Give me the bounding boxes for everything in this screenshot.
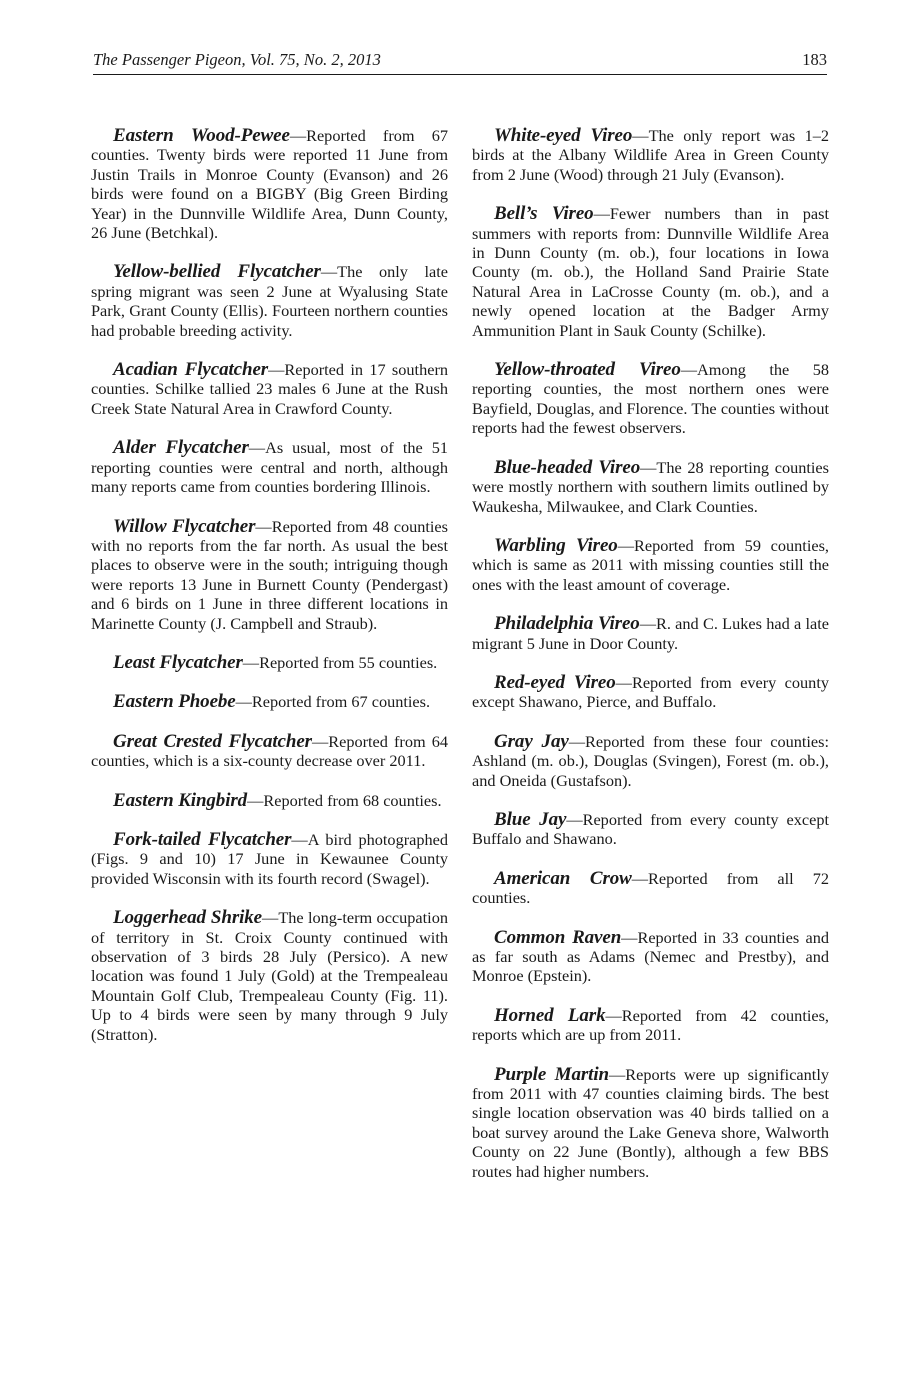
species-account: —Reported from all 72 counties.: [472, 868, 829, 908]
journal-citation: The Passenger Pigeon, Vol. 75, No. 2, 2013: [93, 50, 381, 69]
left-column: [91, 126, 448, 1064]
species-account: —Reports were up significantly from 2011 with 47 counties claiming birds. The best single location observation was 40 birds tallied on a boat survey around the Lake Geneva shore, Walworth County on 22 June (Bontly), although a few BBS routes had higher numbers.: [472, 1064, 829, 1181]
species-name: Eastern Kingbird: [113, 789, 248, 811]
species-account: —Reported from 67 counties. Twenty birds were reported 11 June from Justin Trails in Monroe County (Evanson) and 26 birds were found on a BIGBY (Big Green Birding Year) in the Dunnville Wildlife Area, Dunn County, 26 June (Betchkal).: [91, 126, 448, 243]
species-name: Least Flycatcher: [113, 651, 243, 673]
species-name: Gray Jay: [494, 730, 569, 752]
species-entry: [91, 262, 448, 340]
species-account: —Among the 58 reporting counties, the most northern ones were Bayfield, Douglas, and Florence. The counties without reports had the fewest observers.: [472, 360, 830, 438]
species-name: Acadian Flycatcher: [113, 359, 269, 381]
species-entry: [91, 791, 448, 810]
species-name: Purple Martin: [494, 1063, 609, 1085]
species-account: —Reported from 42 counties, reports which are up from 2011.: [472, 1005, 829, 1045]
species-entry: [472, 126, 829, 184]
species-account: —Reported from 64 counties, which is a six-county decrease over 2011.: [91, 731, 448, 771]
species-name: Great Crested Flycatcher: [113, 730, 312, 752]
species-account: —As usual, most of the 51 reporting counties were central and north, although many reports came from counties bordering Illinois.: [91, 438, 449, 497]
right-column: [472, 126, 829, 1201]
species-entry: [472, 458, 829, 516]
species-name: Loggerhead Shrike: [113, 907, 263, 929]
species-name: Horned Lark: [494, 1004, 606, 1026]
species-entry: [91, 438, 448, 496]
species-entry: [472, 673, 829, 712]
species-entry: [472, 536, 829, 594]
species-name: Blue Jay: [494, 808, 567, 830]
species-name: Alder Flycatcher: [113, 437, 249, 459]
species-entry: [91, 692, 448, 711]
species-account: —Reported from 67 counties.: [235, 692, 431, 712]
species-entry: [91, 732, 448, 771]
species-account: —Reported from every county except Shawano, Pierce, and Buffalo.: [472, 672, 829, 712]
species-name: Yellow-bellied Flycatcher: [113, 261, 321, 283]
species-name: Blue-headed Vireo: [494, 456, 641, 478]
species-entry: [472, 360, 829, 438]
species-account: —Fewer numbers than in past summers with reports from: Dunnville Wildlife Area in Dunn County (m. ob.), four locations in Iowa County (m. ob.), the Holland Sand Prairie State Natural Area in LaCrosse County (m. ob.), and a newly opened location at the Badger Army Ammunition Plant in Sauk County (Schilke).: [472, 204, 829, 340]
species-account: —Reported from 59 counties, which is same as 2011 with missing counties still the ones with the least amount of coverage.: [472, 535, 829, 594]
species-account: —A bird photographed (Figs. 9 and 10) 17 June in Kewaunee County provided Wisconsin with its fourth record (Swagel).: [91, 829, 449, 888]
species-name: Eastern Wood-Pewee: [113, 125, 290, 146]
species-account: —The only late spring migrant was seen 2 June at Wyalusing State Park, Grant County (Ellis). Fourteen northern counties had probable breeding activity.: [91, 262, 448, 340]
species-account: —Reported in 33 counties and as far south as Adams (Nemec and Prestby), and Monroe (Epstein).: [472, 927, 829, 986]
species-entry: [91, 830, 448, 888]
species-entry: [472, 614, 829, 653]
species-entry: [472, 1006, 829, 1045]
species-account: —Reported from 68 counties.: [247, 790, 442, 810]
species-account: —The 28 reporting counties were mostly northern with southern limits outlined by Waukesha, Milwaukee, and Clark Counties.: [472, 457, 829, 516]
species-account: —Reported in 17 southern counties. Schilke tallied 23 males 6 June at the Rush Creek State Natural Area in Crawford County.: [91, 360, 449, 418]
species-name: Philadelphia Vireo: [494, 613, 640, 635]
species-account: —The long-term occupation of territory in St. Croix County continued with observation of 3 birds 28 July (Persico). A new location was found 1 July (Gold) at the Trempealeau Mountain Golf Club, Trempealeau County (Fig. 11). Up to 4 birds were seen by many through 9 July (Stratton).: [91, 908, 448, 1044]
species-name: Fork-tailed Flycatcher: [113, 828, 292, 850]
species-name: Bell’s Vireo: [494, 203, 594, 225]
species-entry: [472, 810, 829, 849]
species-account: —Reported from 55 counties.: [242, 652, 438, 672]
species-account: —Reported from 48 counties with no reports from the far north. As usual the best places to observe were in the south; intriguing though were reports 13 June in Burnett County (Pendergast) and 6 birds on 1 June in three different locations in Marinette County (J. Campbell and Straub).: [91, 516, 448, 633]
species-account: —Reported from every county except Buffalo and Shawano.: [472, 809, 830, 849]
species-account: —R. and C. Lukes had a late migrant 5 June in Door County.: [472, 614, 830, 653]
species-account: —Reported from these four counties: Ashland (m. ob.), Douglas (Svingen), Forest (m. ob.), and Oneida (Gustafson).: [472, 731, 830, 790]
species-entry: [91, 908, 448, 1044]
species-entry: [91, 126, 448, 242]
species-entry: [472, 1065, 829, 1181]
species-entry: [91, 653, 448, 672]
species-name: Yellow-throated Vireo: [494, 359, 681, 381]
species-entry: [472, 928, 829, 986]
species-entry: [91, 360, 448, 418]
page-number: 183: [802, 50, 827, 69]
species-name: Common Raven: [494, 926, 622, 948]
species-name: American Crow: [494, 867, 632, 889]
species-entry: [472, 204, 829, 340]
species-entry: [472, 869, 829, 908]
species-entry: [91, 517, 448, 633]
species-name: White-eyed Vireo: [494, 125, 633, 146]
species-account: —The only report was 1–2 birds at the Albany Wildlife Area in Green County from 2 June (Wood) through 21 July (Evanson).: [472, 126, 829, 184]
species-name: Red-eyed Vireo: [494, 671, 616, 693]
species-name: Eastern Phoebe: [113, 691, 236, 713]
species-name: Willow Flycatcher: [113, 515, 256, 537]
species-entry: [472, 732, 829, 790]
species-name: Warbling Vireo: [494, 534, 618, 556]
running-header: [93, 50, 827, 75]
